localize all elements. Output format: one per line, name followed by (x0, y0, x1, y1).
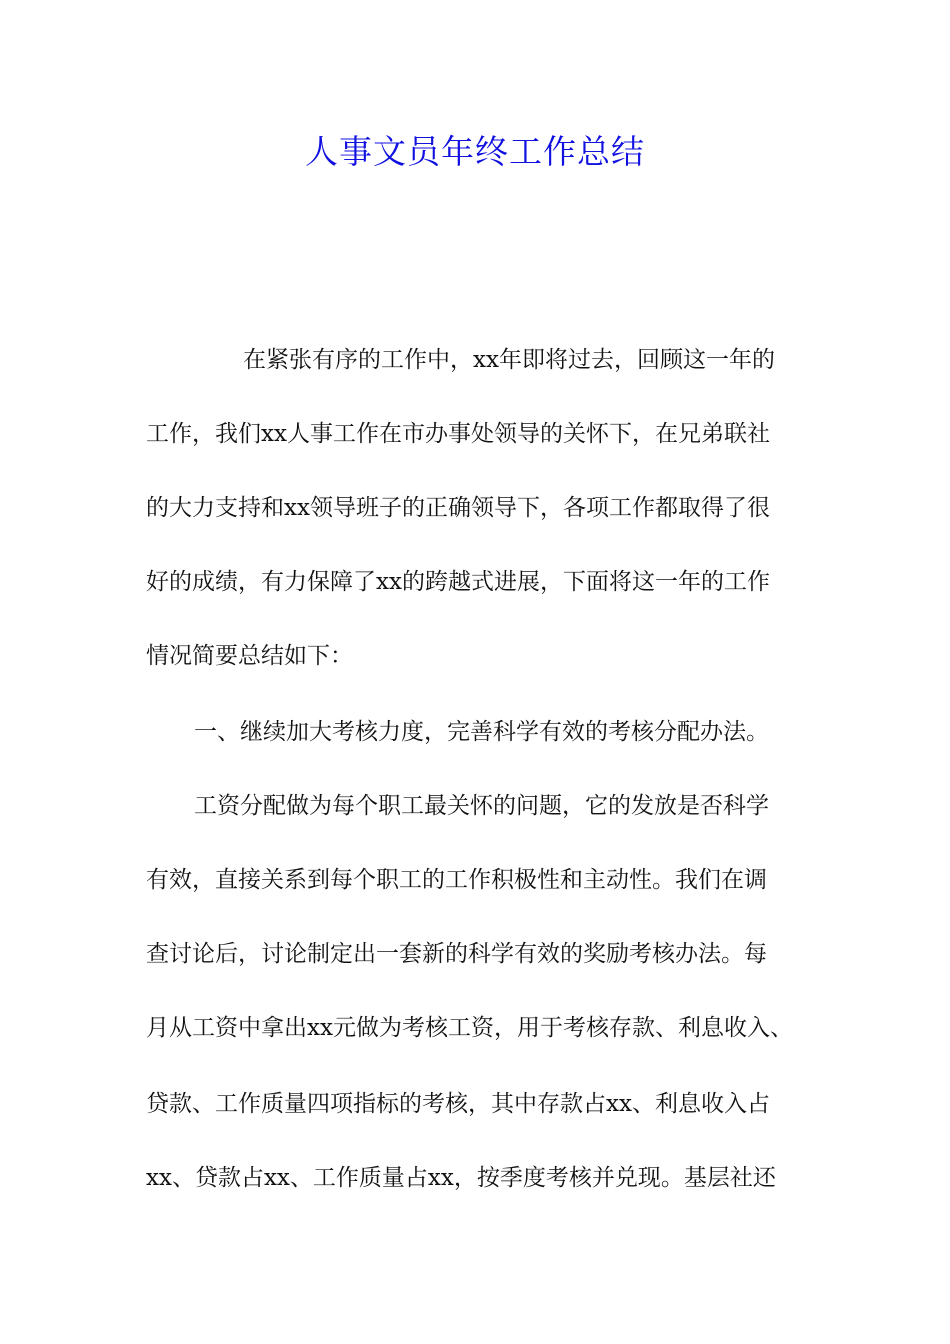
paragraph-line: 工作，我们xx人事工作在市办事处领导的关怀下，在兄弟联社 (146, 421, 770, 447)
paragraph-line: 好的成绩，有力保障了xx的跨越式进展，下面将这一年的工作 (146, 569, 770, 595)
section-heading: 一、继续加大考核力度，完善科学有效的考核分配办法。 (194, 719, 769, 745)
paragraph-line: 贷款、工作质量四项指标的考核，其中存款占xx、利息收入占 (146, 1091, 770, 1117)
paragraph-line: 情况简要总结如下： (146, 643, 353, 669)
paragraph-line: 月从工资中拿出xx元做为考核工资，用于考核存款、利息收入、 (146, 1015, 793, 1041)
paragraph-line: 有效，直接关系到每个职工的工作积极性和主动性。我们在调 (146, 867, 767, 893)
paragraph-line: 的大力支持和xx领导班子的正确领导下，各项工作都取得了很 (146, 495, 770, 521)
paragraph-line: 查讨论后，讨论制定出一套新的科学有效的奖励考核办法。每 (146, 941, 767, 967)
paragraph-line: xx、贷款占xx、工作质量占xx，按季度考核并兑现。基层社还 (146, 1165, 776, 1191)
document-title: 人事文员年终工作总结 (305, 132, 645, 171)
paragraph-line: 工资分配做为每个职工最关怀的问题，它的发放是否科学 (194, 793, 769, 819)
paragraph-line: 在紧张有序的工作中，xx年即将过去，回顾这一年的 (243, 347, 775, 373)
